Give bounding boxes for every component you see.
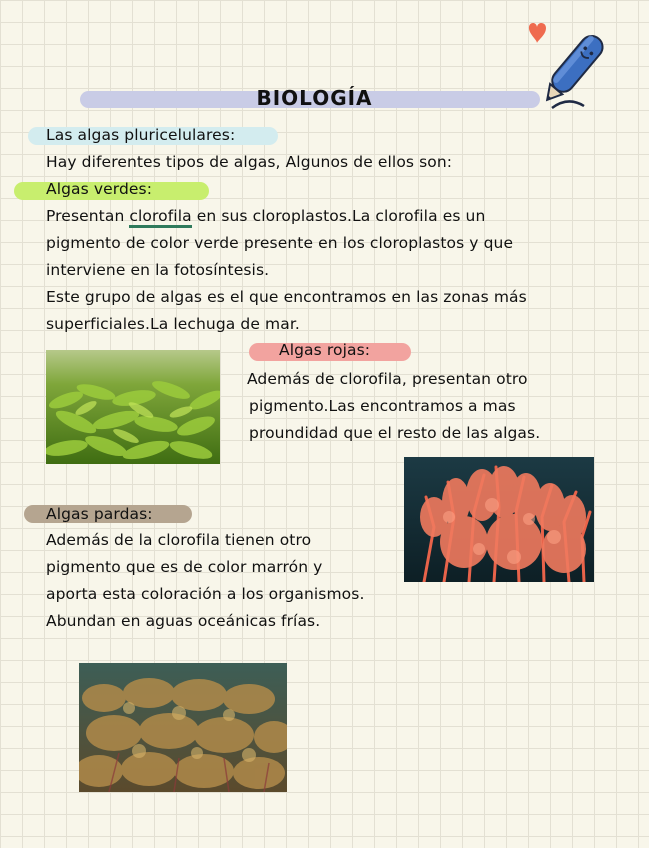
green-line-1-pre: Presentan <box>46 207 130 225</box>
brown-line-1: Además de la clorofila tienen otro <box>46 531 312 549</box>
red-line-1: Además de clorofila, presentan otro <box>247 370 528 388</box>
brown-heading: Algas pardas: <box>46 505 153 523</box>
brown-line-4: Abundan en aguas oceánicas frías. <box>46 612 321 630</box>
red-heading: Algas rojas: <box>279 341 371 359</box>
red-line-3: proundidad que el resto de las algas. <box>249 424 541 442</box>
brown-line-3: aporta esta coloración a los organismos. <box>46 585 365 603</box>
heart-icon <box>529 23 546 43</box>
brown-algae-photo <box>79 663 287 792</box>
green-line-4: Este grupo de algas es el que encontramos en las zonas más <box>46 288 527 306</box>
green-line-5: superficiales.La lechuga de mar. <box>46 315 300 333</box>
intro-heading: Las algas pluricelulares: <box>46 126 236 144</box>
green-algae-photo <box>46 350 220 464</box>
green-heading: Algas verdes: <box>46 180 153 198</box>
intro-line: Hay diferentes tipos de algas, Algunos de ellos son: <box>46 153 453 171</box>
clorofila-underlined: clorofila <box>129 207 191 228</box>
page-title: BIOLOGÍA <box>256 86 373 110</box>
brown-line-2: pigmento que es de color marrón y <box>46 558 323 576</box>
green-line-1-post: en sus cloroplastos.La clorofila es un <box>191 207 486 225</box>
green-line-1 <box>46 203 485 230</box>
red-algae-photo <box>404 457 594 582</box>
green-line-2: pigmento de color verde presente en los cloroplastos y que <box>46 234 514 252</box>
red-line-2: pigmento.Las encontramos a mas <box>249 397 516 415</box>
green-line-3: interviene en la fotosíntesis. <box>46 261 270 279</box>
